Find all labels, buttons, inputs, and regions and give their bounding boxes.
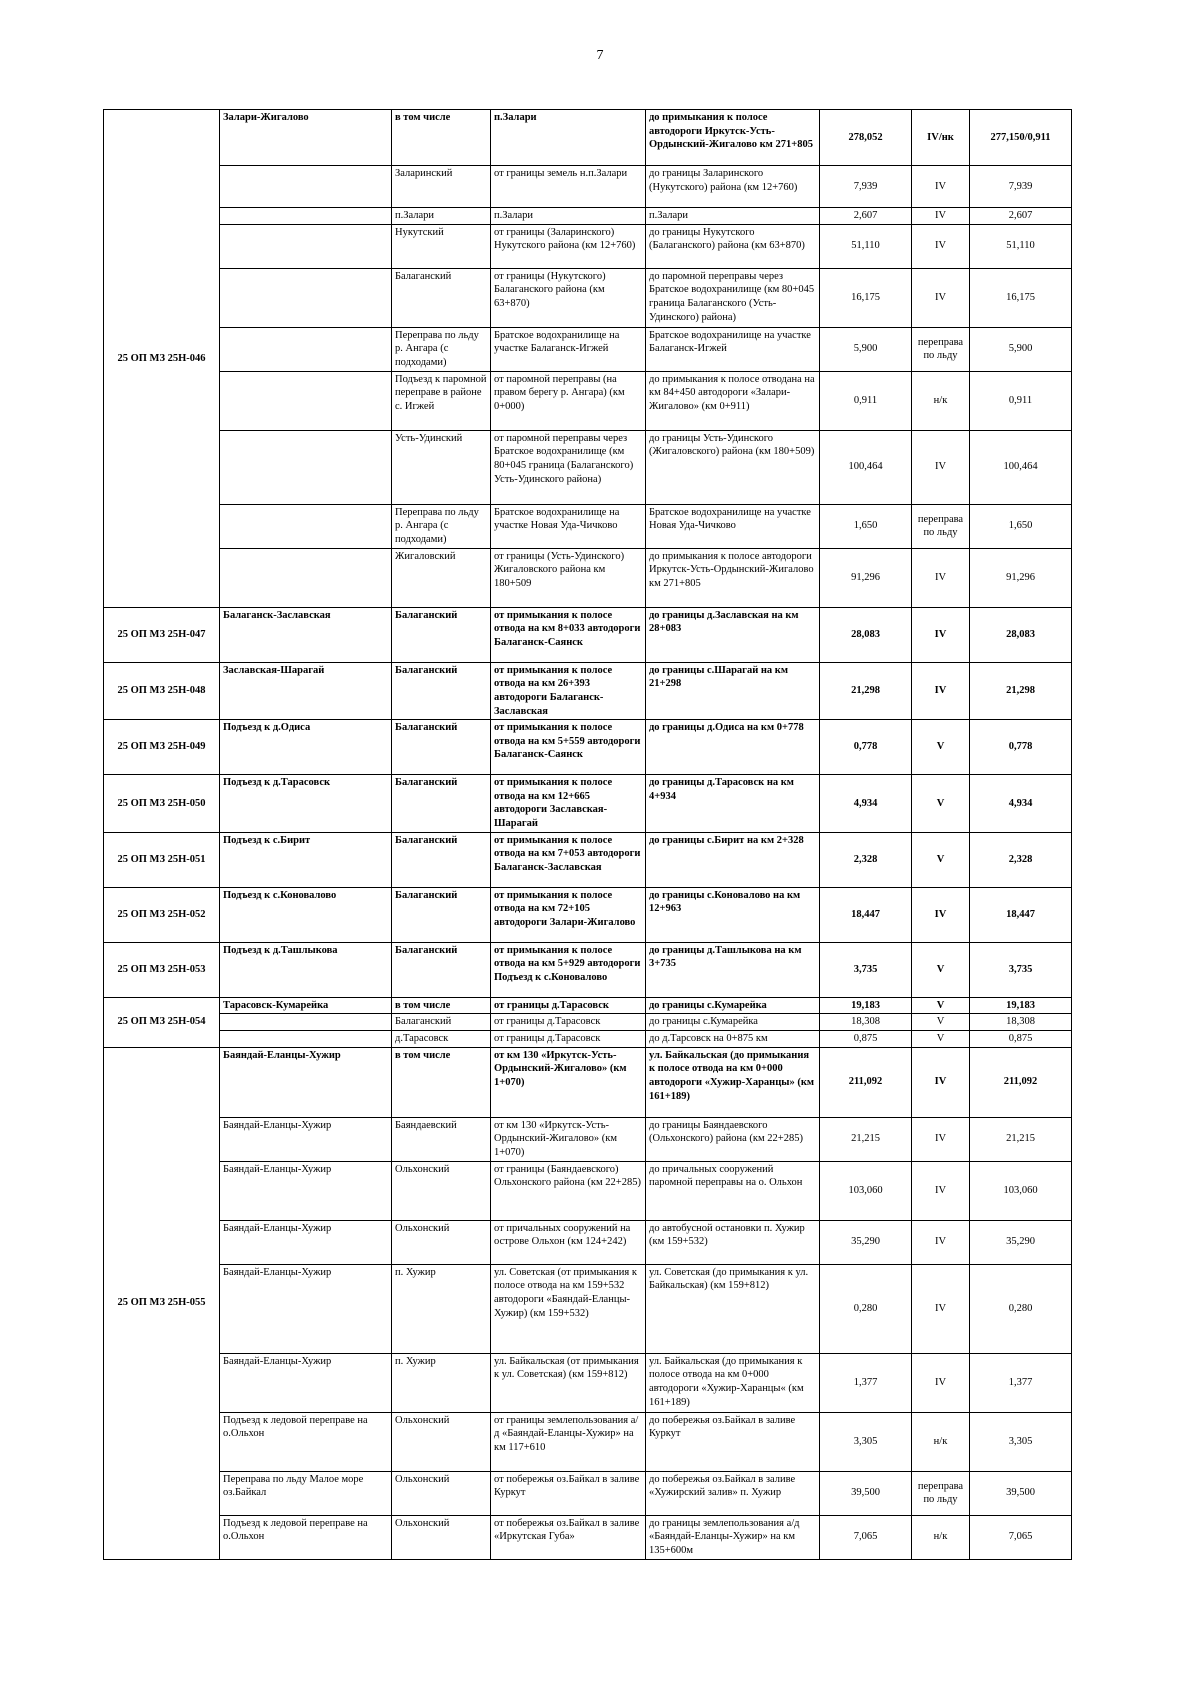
table-row xyxy=(104,997,1072,1014)
road-code-cell: 25 ОП МЗ 25Н-051 xyxy=(104,832,220,887)
to-cell: Братское водохранилище на участке Балаганск-Игжей xyxy=(646,327,820,371)
table-row xyxy=(104,1220,1072,1264)
road-name-cell: Тарасовск-Кумарейка xyxy=(220,997,392,1014)
length-cell: 1,377 xyxy=(820,1353,912,1412)
road-name-cell: Подъезд к ледовой переправе на о.Ольхон xyxy=(220,1515,392,1559)
from-cell: Братское водохранилище на участке Новая Уда-Чичково xyxy=(491,504,646,548)
net-length-cell: 0,778 xyxy=(970,720,1072,775)
table-row xyxy=(104,1412,1072,1471)
net-length-cell: 2,607 xyxy=(970,208,1072,225)
table-row xyxy=(104,430,1072,504)
category-cell: IV xyxy=(912,166,970,208)
from-cell: от границы (Усть-Удинского) Жигаловского района км 180+509 xyxy=(491,548,646,607)
category-cell: IV xyxy=(912,1047,970,1117)
from-cell: от примыкания к полосе отвода на км 26+393 автодороги Балаганск-Заславская xyxy=(491,662,646,720)
from-cell: от примыкания к полосе отвода на км 72+105 автодороги Залари-Жигалово xyxy=(491,887,646,942)
length-cell: 4,934 xyxy=(820,775,912,833)
net-length-cell: 21,298 xyxy=(970,662,1072,720)
length-cell: 3,305 xyxy=(820,1412,912,1471)
net-length-cell: 18,308 xyxy=(970,1014,1072,1031)
length-cell: 91,296 xyxy=(820,548,912,607)
table-row xyxy=(104,1161,1072,1220)
table-row xyxy=(104,548,1072,607)
table-row xyxy=(104,1264,1072,1353)
district-cell: Балаганский xyxy=(392,720,491,775)
length-cell: 18,447 xyxy=(820,887,912,942)
from-cell: ул. Байкальская (от примыкания к ул. Советская) (км 159+812) xyxy=(491,1353,646,1412)
to-cell: до границы д.Заславская на км 28+083 xyxy=(646,607,820,662)
category-cell: V xyxy=(912,942,970,997)
from-cell: от паромной переправы через Братское водохранилище (км 80+045 граница (Балаганского) Усть-Удинского района) xyxy=(491,430,646,504)
to-cell: до границы с.Коновалово на км 12+963 xyxy=(646,887,820,942)
from-cell: ул. Советская (от примыкания к полосе отвода на км 159+532 автодороги «Баяндай-Еланцы-Хужир) (км 159+532) xyxy=(491,1264,646,1353)
district-cell: Балаганский xyxy=(392,1014,491,1031)
category-cell: н/к xyxy=(912,371,970,430)
length-cell: 0,911 xyxy=(820,371,912,430)
to-cell: до границы д.Тарасовск на км 4+934 xyxy=(646,775,820,833)
district-cell: в том числе xyxy=(392,110,491,166)
from-cell: от побережья оз.Байкал в заливе «Иркутская Губа» xyxy=(491,1515,646,1559)
to-cell: до автобусной остановки п. Хужир (км 159+532) xyxy=(646,1220,820,1264)
road-name-cell: Баяндай-Еланцы-Хужир xyxy=(220,1117,392,1161)
district-cell: Ольхонский xyxy=(392,1471,491,1515)
net-length-cell: 51,110 xyxy=(970,224,1072,268)
road-code-cell: 25 ОП МЗ 25Н-049 xyxy=(104,720,220,775)
category-cell: IV xyxy=(912,662,970,720)
net-length-cell: 3,305 xyxy=(970,1412,1072,1471)
category-cell: IV/нк xyxy=(912,110,970,166)
district-cell: д.Тарасовск xyxy=(392,1031,491,1048)
category-cell: V xyxy=(912,720,970,775)
net-length-cell: 7,065 xyxy=(970,1515,1072,1559)
to-cell: ул. Байкальская (до примыкания к полосе отвода на км 0+000 автодороги «Хужир-Харанцы« (км 161+189) xyxy=(646,1353,820,1412)
to-cell: Братское водохранилище на участке Новая Уда-Чичково xyxy=(646,504,820,548)
district-cell: Ольхонский xyxy=(392,1220,491,1264)
table-row xyxy=(104,1047,1072,1117)
category-cell: IV xyxy=(912,1353,970,1412)
table-row xyxy=(104,832,1072,887)
from-cell: от границы д.Тарасовск xyxy=(491,1031,646,1048)
length-cell: 7,065 xyxy=(820,1515,912,1559)
to-cell: до причальных сооружений паромной переправы на о. Ольхон xyxy=(646,1161,820,1220)
category-cell: переправа по льду xyxy=(912,327,970,371)
net-length-cell: 16,175 xyxy=(970,268,1072,327)
district-cell: Переправа по льду р. Ангара (с подходами) xyxy=(392,327,491,371)
length-cell: 5,900 xyxy=(820,327,912,371)
road-name-cell: Баяндай-Еланцы-Хужир xyxy=(220,1220,392,1264)
road-name-cell xyxy=(220,548,392,607)
length-cell: 103,060 xyxy=(820,1161,912,1220)
district-cell: Баяндаевский xyxy=(392,1117,491,1161)
to-cell: до д.Тарсовск на 0+875 км xyxy=(646,1031,820,1048)
category-cell: IV xyxy=(912,1161,970,1220)
table-row xyxy=(104,166,1072,208)
category-cell: V xyxy=(912,1031,970,1048)
net-length-cell: 19,183 xyxy=(970,997,1072,1014)
from-cell: от причальных сооружений на острове Ольхон (км 124+242) xyxy=(491,1220,646,1264)
category-cell: IV xyxy=(912,607,970,662)
length-cell: 211,092 xyxy=(820,1047,912,1117)
district-cell: Подъезд к паромной переправе в районе с. Игжей xyxy=(392,371,491,430)
category-cell: V xyxy=(912,775,970,833)
road-name-cell xyxy=(220,166,392,208)
table-row xyxy=(104,942,1072,997)
district-cell: Балаганский xyxy=(392,775,491,833)
district-cell: Переправа по льду р. Ангара (с подходами) xyxy=(392,504,491,548)
net-length-cell: 0,875 xyxy=(970,1031,1072,1048)
length-cell: 18,308 xyxy=(820,1014,912,1031)
category-cell: н/к xyxy=(912,1412,970,1471)
length-cell: 1,650 xyxy=(820,504,912,548)
from-cell: от примыкания к полосе отвода на км 5+929 автодороги Подъезд к с.Коновалово xyxy=(491,942,646,997)
category-cell: IV xyxy=(912,887,970,942)
net-length-cell: 211,092 xyxy=(970,1047,1072,1117)
category-cell: IV xyxy=(912,224,970,268)
net-length-cell: 28,083 xyxy=(970,607,1072,662)
road-name-cell xyxy=(220,208,392,225)
category-cell: IV xyxy=(912,208,970,225)
from-cell: от примыкания к полосе отвода на км 5+559 автодороги Балаганск-Саянск xyxy=(491,720,646,775)
road-name-cell: Балаганск-Заславская xyxy=(220,607,392,662)
table-row xyxy=(104,268,1072,327)
district-cell: Балаганский xyxy=(392,607,491,662)
from-cell: от границы землепользования а/д «Баяндай-Еланцы-Хужир» на км 117+610 xyxy=(491,1412,646,1471)
district-cell: Нукутский xyxy=(392,224,491,268)
to-cell: до границы с.Кумарейка xyxy=(646,997,820,1014)
length-cell: 21,215 xyxy=(820,1117,912,1161)
category-cell: V xyxy=(912,997,970,1014)
length-cell: 21,298 xyxy=(820,662,912,720)
table-row xyxy=(104,720,1072,775)
net-length-cell: 3,735 xyxy=(970,942,1072,997)
from-cell: п.Залари xyxy=(491,208,646,225)
from-cell: от паромной переправы (на правом берегу р. Ангара) (км 0+000) xyxy=(491,371,646,430)
road-code-cell: 25 ОП МЗ 25Н-055 xyxy=(104,1047,220,1559)
to-cell: до границы землепользования а/д «Баяндай-Еланцы-Хужир» на км 135+600м xyxy=(646,1515,820,1559)
district-cell: Ольхонский xyxy=(392,1412,491,1471)
to-cell: ул. Советская (до примыкания к ул. Байкальская) (км 159+812) xyxy=(646,1264,820,1353)
category-cell: переправа по льду xyxy=(912,504,970,548)
road-name-cell: Подъезд к д.Тарасовск xyxy=(220,775,392,833)
from-cell: от границы д.Тарасовск xyxy=(491,997,646,1014)
category-cell: V xyxy=(912,1014,970,1031)
road-name-cell: Залари-Жигалово xyxy=(220,110,392,166)
district-cell: в том числе xyxy=(392,1047,491,1117)
road-code-cell: 25 ОП МЗ 25Н-046 xyxy=(104,110,220,608)
length-cell: 35,290 xyxy=(820,1220,912,1264)
roads-table-body xyxy=(104,110,1072,1560)
from-cell: от границы (Баяндаевского) Ольхонского района (км 22+285) xyxy=(491,1161,646,1220)
district-cell: Балаганский xyxy=(392,268,491,327)
length-cell: 2,328 xyxy=(820,832,912,887)
length-cell: 28,083 xyxy=(820,607,912,662)
road-name-cell xyxy=(220,430,392,504)
to-cell: до границы д.Одиса на км 0+778 xyxy=(646,720,820,775)
road-name-cell: Подъезд к д.Одиса xyxy=(220,720,392,775)
district-cell: Жигаловский xyxy=(392,548,491,607)
from-cell: от примыкания к полосе отвода на км 8+033 автодороги Балаганск-Саянск xyxy=(491,607,646,662)
district-cell: Усть-Удинский xyxy=(392,430,491,504)
category-cell: IV xyxy=(912,1264,970,1353)
length-cell: 51,110 xyxy=(820,224,912,268)
road-name-cell xyxy=(220,1014,392,1031)
to-cell: до границы с.Бирит на км 2+328 xyxy=(646,832,820,887)
from-cell: от примыкания к полосе отвода на км 12+665 автодороги Заславская-Шарагай xyxy=(491,775,646,833)
to-cell: до примыкания к полосе автодороги Иркутск-Усть-Ордынский-Жигалово км 271+805 xyxy=(646,110,820,166)
net-length-cell: 91,296 xyxy=(970,548,1072,607)
road-name-cell: Баяндай-Еланцы-Хужир xyxy=(220,1161,392,1220)
to-cell: ул. Байкальская (до примыкания к полосе отвода на км 0+000 автодороги «Хужир-Харанцы» (км 161+189) xyxy=(646,1047,820,1117)
net-length-cell: 277,150/0,911 xyxy=(970,110,1072,166)
net-length-cell: 1,650 xyxy=(970,504,1072,548)
table-row xyxy=(104,1117,1072,1161)
length-cell: 7,939 xyxy=(820,166,912,208)
district-cell: Заларинский xyxy=(392,166,491,208)
roads-table xyxy=(103,109,1072,1560)
road-name-cell xyxy=(220,1031,392,1048)
road-code-cell: 25 ОП МЗ 25Н-048 xyxy=(104,662,220,720)
net-length-cell: 35,290 xyxy=(970,1220,1072,1264)
to-cell: п.Залари xyxy=(646,208,820,225)
road-name-cell: Переправа по льду Малое море оз.Байкал xyxy=(220,1471,392,1515)
road-code-cell: 25 ОП МЗ 25Н-054 xyxy=(104,997,220,1047)
road-name-cell xyxy=(220,224,392,268)
net-length-cell: 5,900 xyxy=(970,327,1072,371)
net-length-cell: 1,377 xyxy=(970,1353,1072,1412)
road-code-cell: 25 ОП МЗ 25Н-050 xyxy=(104,775,220,833)
category-cell: IV xyxy=(912,1117,970,1161)
to-cell: до границы Усть-Удинского (Жигаловского) района (км 180+509) xyxy=(646,430,820,504)
road-name-cell: Заславская-Шарагай xyxy=(220,662,392,720)
from-cell: от примыкания к полосе отвода на км 7+053 автодороги Балаганск-Заславская xyxy=(491,832,646,887)
road-name-cell: Подъезд к д.Ташлыкова xyxy=(220,942,392,997)
district-cell: п.Залари xyxy=(392,208,491,225)
net-length-cell: 4,934 xyxy=(970,775,1072,833)
table-row xyxy=(104,504,1072,548)
district-cell: Балаганский xyxy=(392,832,491,887)
length-cell: 0,778 xyxy=(820,720,912,775)
length-cell: 100,464 xyxy=(820,430,912,504)
from-cell: Братское водохранилище на участке Балаганск-Игжей xyxy=(491,327,646,371)
table-row xyxy=(104,1014,1072,1031)
road-code-cell: 25 ОП МЗ 25Н-052 xyxy=(104,887,220,942)
length-cell: 3,735 xyxy=(820,942,912,997)
road-name-cell: Подъезд к ледовой переправе на о.Ольхон xyxy=(220,1412,392,1471)
net-length-cell: 39,500 xyxy=(970,1471,1072,1515)
district-cell: Ольхонский xyxy=(392,1515,491,1559)
from-cell: от побережья оз.Байкал в заливе Куркут xyxy=(491,1471,646,1515)
length-cell: 278,052 xyxy=(820,110,912,166)
table-row xyxy=(104,1471,1072,1515)
net-length-cell: 2,328 xyxy=(970,832,1072,887)
to-cell: до побережья оз.Байкал в заливе «Хужирский залив» п. Хужир xyxy=(646,1471,820,1515)
to-cell: до примыкания к полосе автодороги Иркутск-Усть-Ордынский-Жигалово км 271+805 xyxy=(646,548,820,607)
road-name-cell xyxy=(220,268,392,327)
net-length-cell: 7,939 xyxy=(970,166,1072,208)
road-name-cell: Баяндай-Еланцы-Хужир xyxy=(220,1353,392,1412)
road-name-cell xyxy=(220,327,392,371)
category-cell: IV xyxy=(912,1220,970,1264)
table-row xyxy=(104,110,1072,166)
road-name-cell xyxy=(220,371,392,430)
table-row xyxy=(104,327,1072,371)
from-cell: от границы (Заларинского) Нукутского района (км 12+760) xyxy=(491,224,646,268)
table-row xyxy=(104,224,1072,268)
category-cell: IV xyxy=(912,268,970,327)
to-cell: до границы с.Кумарейка xyxy=(646,1014,820,1031)
table-row xyxy=(104,607,1072,662)
district-cell: в том числе xyxy=(392,997,491,1014)
district-cell: Балаганский xyxy=(392,662,491,720)
net-length-cell: 103,060 xyxy=(970,1161,1072,1220)
to-cell: до границы Нукутского (Балаганского) района (км 63+870) xyxy=(646,224,820,268)
table-row xyxy=(104,1353,1072,1412)
to-cell: до границы д.Ташлыкова на км 3+735 xyxy=(646,942,820,997)
table-row xyxy=(104,1031,1072,1048)
length-cell: 0,875 xyxy=(820,1031,912,1048)
net-length-cell: 0,911 xyxy=(970,371,1072,430)
road-code-cell: 25 ОП МЗ 25Н-047 xyxy=(104,607,220,662)
from-cell: от км 130 «Иркутск-Усть-Ордынский-Жигалово» (км 1+070) xyxy=(491,1047,646,1117)
from-cell: п.Залари xyxy=(491,110,646,166)
from-cell: от границы д.Тарасовск xyxy=(491,1014,646,1031)
length-cell: 0,280 xyxy=(820,1264,912,1353)
district-cell: п. Хужир xyxy=(392,1264,491,1353)
road-name-cell xyxy=(220,504,392,548)
table-row xyxy=(104,1515,1072,1559)
to-cell: до примыкания к полосе отводана на км 84+450 автодороги «Залари-Жигалово» (км 0+911) xyxy=(646,371,820,430)
length-cell: 19,183 xyxy=(820,997,912,1014)
net-length-cell: 21,215 xyxy=(970,1117,1072,1161)
category-cell: переправа по льду xyxy=(912,1471,970,1515)
district-cell: п. Хужир xyxy=(392,1353,491,1412)
category-cell: IV xyxy=(912,548,970,607)
road-name-cell: Подъезд к с.Бирит xyxy=(220,832,392,887)
district-cell: Ольхонский xyxy=(392,1161,491,1220)
length-cell: 2,607 xyxy=(820,208,912,225)
to-cell: до границы Заларинского (Нукутского) района (км 12+760) xyxy=(646,166,820,208)
district-cell: Балаганский xyxy=(392,887,491,942)
to-cell: до паромной переправы через Братское водохранилище (км 80+045 граница Балаганского (Усть-Удинского) района) xyxy=(646,268,820,327)
table-row xyxy=(104,775,1072,833)
table-row xyxy=(104,887,1072,942)
road-code-cell: 25 ОП МЗ 25Н-053 xyxy=(104,942,220,997)
road-name-cell: Баяндай-Еланцы-Хужир xyxy=(220,1047,392,1117)
net-length-cell: 0,280 xyxy=(970,1264,1072,1353)
to-cell: до побережья оз.Байкал в заливе Куркут xyxy=(646,1412,820,1471)
category-cell: V xyxy=(912,832,970,887)
table-row xyxy=(104,208,1072,225)
to-cell: до границы Баяндаевского (Ольхонского) района (км 22+285) xyxy=(646,1117,820,1161)
category-cell: IV xyxy=(912,430,970,504)
from-cell: от км 130 «Иркутск-Усть-Ордынский-Жигалово» (км 1+070) xyxy=(491,1117,646,1161)
table-row xyxy=(104,371,1072,430)
length-cell: 16,175 xyxy=(820,268,912,327)
road-name-cell: Подъезд к с.Коновалово xyxy=(220,887,392,942)
from-cell: от границы земель н.п.Залари xyxy=(491,166,646,208)
length-cell: 39,500 xyxy=(820,1471,912,1515)
road-name-cell: Баяндай-Еланцы-Хужир xyxy=(220,1264,392,1353)
from-cell: от границы (Нукутского) Балаганского района (км 63+870) xyxy=(491,268,646,327)
district-cell: Балаганский xyxy=(392,942,491,997)
to-cell: до границы с.Шарагай на км 21+298 xyxy=(646,662,820,720)
category-cell: н/к xyxy=(912,1515,970,1559)
net-length-cell: 18,447 xyxy=(970,887,1072,942)
page-number: 7 xyxy=(596,48,604,63)
net-length-cell: 100,464 xyxy=(970,430,1072,504)
table-row xyxy=(104,662,1072,720)
